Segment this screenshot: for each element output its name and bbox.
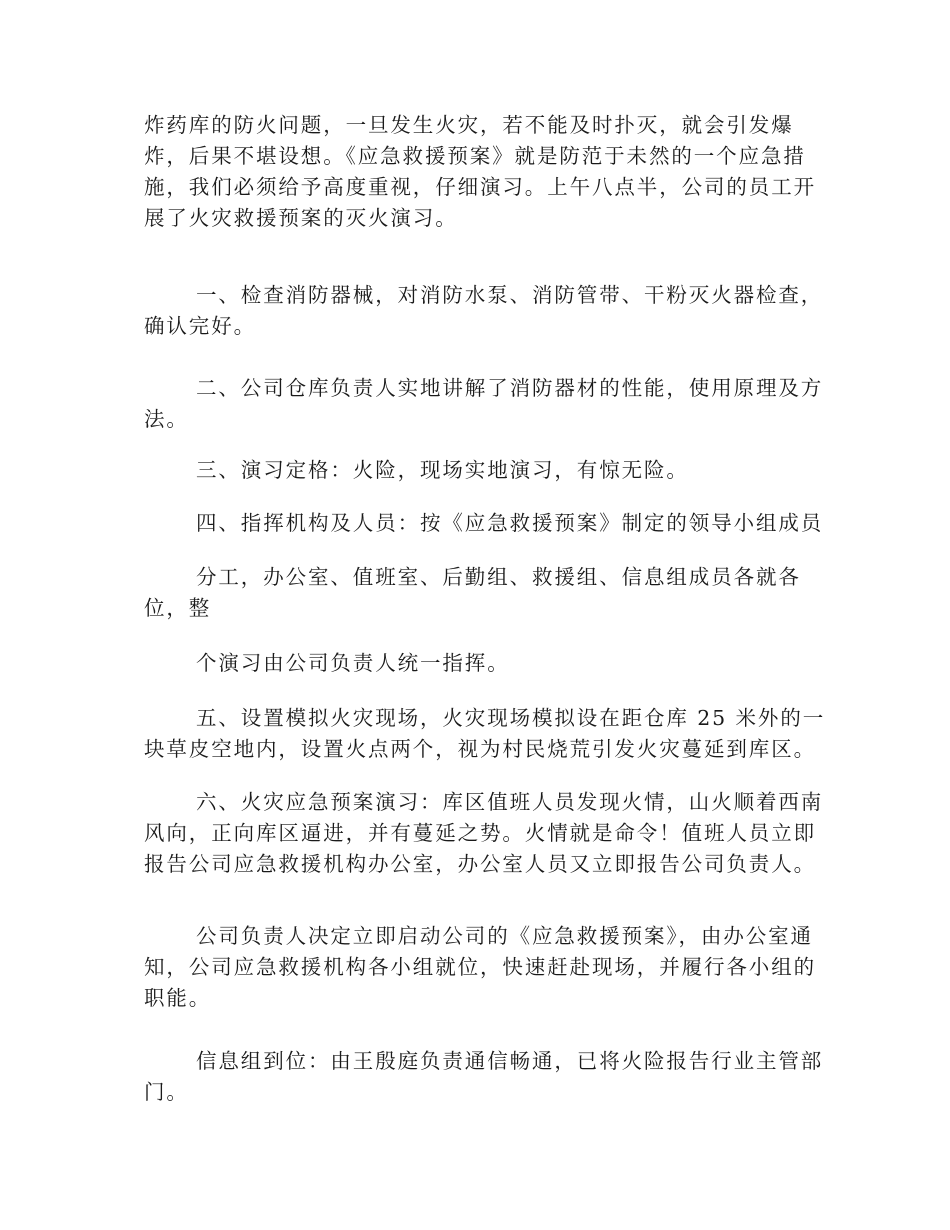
text-line: 炸药库的防火问题，一旦发生火灾，若不能及时扑灭，就会引发爆 — [144, 113, 794, 137]
text-line: 公司负责人决定立即启动公司的《应急救援预案》，由办公室通 — [196, 924, 813, 948]
text-line: 施，我们必须给予高度重视，仔细演习。上午八点半，公司的员工开 — [144, 175, 816, 199]
text-line: 知，公司应急救援机构各小组就位，快速赶赴现场，并履行各小组的 — [144, 955, 816, 979]
paragraph-item-3 — [144, 455, 814, 486]
paragraph-item-4-cont — [144, 562, 814, 624]
text-line: 信息组到位：由王殷庭负责通信畅通，已将火险报告行业主管部 — [196, 1049, 824, 1073]
text-line: 个演习由公司负责人统一指挥。 — [196, 651, 510, 675]
text-line: 展了火灾救援预案的灭火演习。 — [144, 206, 458, 230]
paragraph-item-5 — [144, 703, 826, 765]
text-line: 二、公司仓库负责人实地讲解了消防器材的性能，使用原理及方 — [196, 376, 824, 400]
paragraph-item-6 — [144, 787, 824, 880]
text-line: 五、设置模拟火灾现场，火灾现场模拟设在距仓库 25 米外的一 — [196, 706, 826, 730]
paragraph-response — [144, 921, 814, 1014]
text-line: 三、演习定格：火险，现场实地演习，有惊无险。 — [196, 458, 689, 482]
paragraph-item-2 — [144, 373, 824, 435]
text-line: 六、火灾应急预案演习：库区值班人员发现火情，山火顺着西南 — [196, 790, 824, 814]
text-line: 风向，正向库区逼进，并有蔓延之势。火情就是命令！值班人员立即 — [144, 821, 816, 845]
paragraph-item-4-end — [144, 648, 814, 679]
text-line: 门。 — [144, 1080, 189, 1104]
text-line: 分工，办公室、值班室、后勤组、救援组、信息组成员各就各 — [196, 565, 801, 589]
text-line: 块草皮空地内，设置火点两个，视为村民烧荒引发火灾蔓延到库区。 — [144, 737, 816, 761]
text-line: 一、检查消防器械，对消防水泵、消防管带、干粉灭火器检查， — [196, 283, 824, 307]
paragraph-item-1 — [144, 280, 824, 342]
text-line: 确认完好。 — [144, 314, 256, 338]
paragraph-intro — [144, 110, 814, 234]
text-line: 炸，后果不堪设想。《应急救援预案》就是防范于未然的一个应急措 — [144, 144, 806, 168]
text-line: 职能。 — [144, 986, 212, 1010]
paragraph-item-4 — [144, 508, 824, 539]
text-line: 四、指挥机构及人员：按《应急救援预案》制定的领导小组成员 — [196, 511, 824, 535]
text-line: 位，整 — [144, 596, 212, 620]
text-line: 法。 — [144, 407, 189, 431]
text-line: 报告公司应急救援机构办公室，办公室人员又立即报告公司负责人。 — [144, 852, 816, 876]
paragraph-info-group — [144, 1046, 824, 1108]
